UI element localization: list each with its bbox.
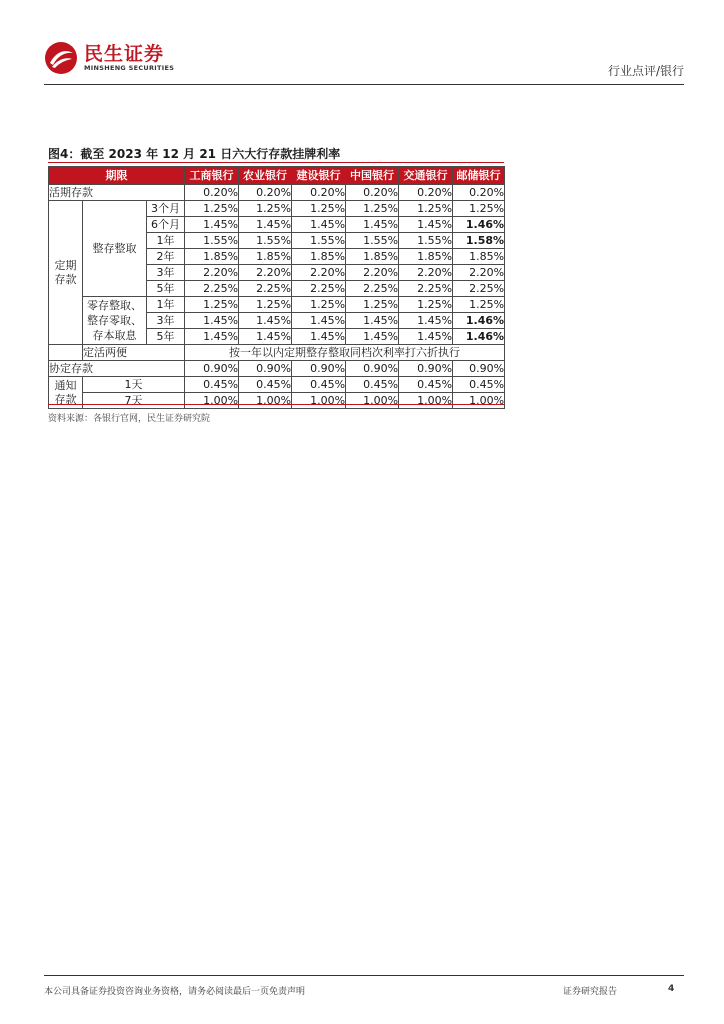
rate-cell: 1.85%: [453, 249, 505, 265]
rate-cell: 1.85%: [346, 249, 399, 265]
footer-report-type: 证券研究报告: [563, 987, 618, 997]
rate-cell: 2.25%: [292, 281, 346, 297]
header-bank: 工商银行: [185, 167, 239, 185]
rate-cell: 0.90%: [292, 361, 346, 377]
rate-cell: 1.25%: [453, 201, 505, 217]
minsheng-logo-icon: [44, 41, 78, 75]
rate-cell: 1.85%: [239, 249, 292, 265]
rate-cell-highlight: 1.58%: [453, 233, 505, 249]
row-label-fixed: 定期存款: [49, 201, 83, 345]
report-category: 行业点评/银行: [607, 64, 684, 78]
rate-cell: 0.45%: [239, 377, 292, 393]
source-rule: [48, 404, 504, 405]
rate-cell: 1.00%: [239, 393, 292, 409]
rate-cell: 1.45%: [292, 329, 346, 345]
rate-cell: 2.25%: [399, 281, 453, 297]
header-bank: 交通银行: [399, 167, 453, 185]
rate-cell: 1.45%: [346, 217, 399, 233]
table-row: [49, 297, 505, 313]
page-number: 4: [668, 984, 675, 994]
figure-title: 图4：截至 2023 年 12 月 21 日六大行存款挂牌利率: [48, 147, 341, 161]
footer-divider: [44, 975, 684, 976]
rate-cell: 2.20%: [453, 265, 505, 281]
rate-cell: 1.25%: [453, 297, 505, 313]
rate-cell: 0.20%: [346, 185, 399, 201]
deposit-rate-table: [48, 166, 505, 409]
rate-cell: 1.25%: [292, 201, 346, 217]
term-cell: 5年: [147, 329, 185, 345]
term-cell: 7天: [83, 393, 185, 409]
term-cell: 3年: [147, 265, 185, 281]
rate-cell: 1.25%: [399, 201, 453, 217]
rate-cell: 1.45%: [346, 329, 399, 345]
rate-cell: 1.45%: [185, 217, 239, 233]
rate-cell: 1.45%: [399, 217, 453, 233]
rate-cell: 1.55%: [292, 233, 346, 249]
rate-cell: 2.20%: [239, 265, 292, 281]
row-label-other-fixed: 零存整取、整存零取、存本取息: [83, 297, 147, 345]
rate-cell: 1.25%: [399, 297, 453, 313]
table-row: [49, 185, 505, 201]
rate-cell: 1.45%: [399, 313, 453, 329]
header-divider: [44, 84, 684, 85]
rate-cell: 0.45%: [185, 377, 239, 393]
row-label-current: 活期存款: [49, 185, 185, 201]
table-row: [49, 377, 505, 393]
table-row: [49, 345, 505, 361]
rate-cell: 1.45%: [346, 313, 399, 329]
header-bank: 建设银行: [292, 167, 346, 185]
header-period: 期限: [49, 167, 185, 185]
rate-cell: 0.20%: [453, 185, 505, 201]
rate-cell: 1.45%: [399, 329, 453, 345]
rate-cell: 1.25%: [292, 297, 346, 313]
rate-cell-highlight: 1.46%: [453, 313, 505, 329]
rate-cell: 2.25%: [346, 281, 399, 297]
rate-cell: 1.45%: [239, 217, 292, 233]
row-label-agreement: 协定存款: [49, 361, 185, 377]
table-header-row: [49, 167, 505, 185]
rate-cell: 1.85%: [292, 249, 346, 265]
row-label-lump-sum: 整存整取: [83, 201, 147, 297]
rate-cell: 1.25%: [185, 297, 239, 313]
rate-cell: 1.00%: [453, 393, 505, 409]
header-bank: 农业银行: [239, 167, 292, 185]
rate-cell: 1.45%: [292, 313, 346, 329]
term-cell: 2年: [147, 249, 185, 265]
row-label-fixed-flexible: 定活两便: [83, 345, 185, 361]
rate-cell: 1.55%: [185, 233, 239, 249]
table-row: [49, 361, 505, 377]
term-cell: 3个月: [147, 201, 185, 217]
fixed-flexible-note: 按一年以内定期整存整取同档次利率打六折执行: [185, 345, 505, 361]
term-cell: 1天: [83, 377, 185, 393]
rate-cell: 2.25%: [185, 281, 239, 297]
page-header: [44, 40, 684, 86]
rate-cell: 1.55%: [399, 233, 453, 249]
rate-cell: 1.85%: [185, 249, 239, 265]
rate-cell: 1.25%: [239, 201, 292, 217]
rate-cell: 0.20%: [185, 185, 239, 201]
footer-disclaimer: 本公司具备证券投资咨询业务资格，请务必阅读最后一页免责声明: [44, 987, 306, 997]
rate-cell: 2.25%: [239, 281, 292, 297]
rate-cell-highlight: 1.46%: [453, 329, 505, 345]
rate-cell: 1.55%: [239, 233, 292, 249]
rate-cell: 0.90%: [346, 361, 399, 377]
rate-cell: 1.85%: [399, 249, 453, 265]
rate-cell: 0.90%: [453, 361, 505, 377]
logo-english-name: MINSHENG SECURITIES: [84, 63, 175, 72]
rate-cell: 1.25%: [239, 297, 292, 313]
rate-cell: 1.45%: [185, 329, 239, 345]
term-cell: 6个月: [147, 217, 185, 233]
logo-chinese-name: 民生证券: [84, 42, 165, 65]
rate-cell: 1.25%: [185, 201, 239, 217]
rate-cell: 0.90%: [399, 361, 453, 377]
rate-cell: 1.45%: [239, 329, 292, 345]
rate-cell: 2.25%: [453, 281, 505, 297]
rate-cell: 0.45%: [292, 377, 346, 393]
rate-cell: 0.20%: [239, 185, 292, 201]
figure-source: 资料来源：各银行官网，民生证券研究院: [48, 414, 211, 424]
term-cell: 1年: [147, 297, 185, 313]
term-cell: 1年: [147, 233, 185, 249]
rate-cell: 1.45%: [292, 217, 346, 233]
table-row: [49, 201, 505, 217]
row-label-notice: 通知存款: [49, 377, 83, 409]
rate-cell: 0.20%: [399, 185, 453, 201]
rate-cell: 1.00%: [399, 393, 453, 409]
rate-cell: 1.25%: [346, 201, 399, 217]
rate-cell: 0.45%: [453, 377, 505, 393]
term-cell: 5年: [147, 281, 185, 297]
rate-cell: 1.00%: [185, 393, 239, 409]
term-cell: 3年: [147, 313, 185, 329]
rate-cell: 0.45%: [399, 377, 453, 393]
rate-cell: 0.20%: [292, 185, 346, 201]
rate-cell: 1.00%: [292, 393, 346, 409]
header-bank: 中国银行: [346, 167, 399, 185]
blank-cell: [49, 345, 83, 361]
rate-cell: 1.25%: [346, 297, 399, 313]
rate-cell: 1.45%: [185, 313, 239, 329]
rate-cell-highlight: 1.46%: [453, 217, 505, 233]
rate-cell: 2.20%: [399, 265, 453, 281]
rate-cell: 2.20%: [346, 265, 399, 281]
rate-cell: 2.20%: [292, 265, 346, 281]
figure-title-rule: [48, 162, 504, 163]
rate-cell: 2.20%: [185, 265, 239, 281]
rate-cell: 1.45%: [239, 313, 292, 329]
header-bank: 邮储银行: [453, 167, 505, 185]
rate-cell: 0.90%: [239, 361, 292, 377]
rate-cell: 0.45%: [346, 377, 399, 393]
rate-cell: 1.00%: [346, 393, 399, 409]
table-row: [49, 393, 505, 409]
rate-cell: 1.55%: [346, 233, 399, 249]
rate-cell: 0.90%: [185, 361, 239, 377]
brand-logo: [44, 40, 174, 76]
